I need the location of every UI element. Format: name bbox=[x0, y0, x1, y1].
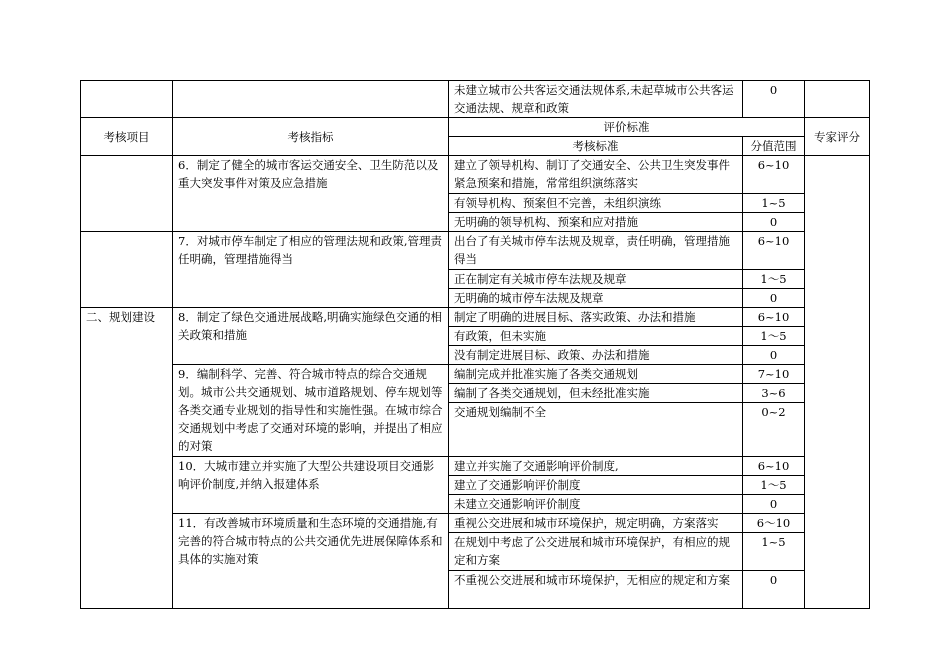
empty-cell bbox=[173, 81, 449, 118]
score-cell: 1～5 bbox=[743, 327, 805, 346]
indicator-cell: 9．编制科学、完善、符合城市特点的综合交通规划。城市公共交通规划、城市道路规划、停车规划等各类交通专业规划的指导性和实施性强。在城市综合交通规划中考虑了交通对环境的影响，并提出了相应的对策 bbox=[173, 365, 449, 457]
score-cell: 3~6 bbox=[743, 384, 805, 403]
criteria-cell: 无明确的领导机构、预案和应对措施 bbox=[449, 213, 743, 232]
criteria-cell: 出台了有关城市停车法规及规章，责任明确，管理措施得当 bbox=[449, 232, 743, 270]
score-cell: 1~5 bbox=[743, 533, 805, 571]
expert-score-cell bbox=[805, 156, 870, 609]
score-cell: 0 bbox=[743, 289, 805, 308]
criteria-cell: 未建立交通影响评价制度 bbox=[449, 495, 743, 514]
criteria-cell: 重视公交进展和城市环境保护，规定明确，方案落实 bbox=[449, 514, 743, 533]
score-cell: 0 bbox=[743, 571, 805, 609]
score-cell: 0 bbox=[743, 213, 805, 232]
score-cell: 0~2 bbox=[743, 403, 805, 457]
indicator-cell: 11．有改善城市环境质量和生态环境的交通措施,有完善的符合城市特点的公共交通优先进展保障体系和具体的实施对策 bbox=[173, 514, 449, 609]
empty-cell bbox=[81, 232, 173, 308]
criteria-cell: 制定了明确的进展目标、落实政策、办法和措施 bbox=[449, 308, 743, 327]
indicator-cell: 10．大城市建立并实施了大型公共建设项目交通影响评价制度,并纳入报建体系 bbox=[173, 457, 449, 514]
score-cell: 6~10 bbox=[743, 232, 805, 270]
empty-cell bbox=[805, 81, 870, 118]
score-cell: 1～5 bbox=[743, 270, 805, 289]
header-criteria-group: 评价标准 bbox=[449, 118, 805, 137]
score-cell: 0 bbox=[743, 81, 805, 118]
score-cell: 1~5 bbox=[743, 194, 805, 213]
criteria-cell: 建立并实施了交通影响评价制度, bbox=[449, 457, 743, 476]
indicator-cell: 8．制定了绿色交通进展战略,明确实施绿色交通的相关政策和措施 bbox=[173, 308, 449, 365]
evaluation-table bbox=[80, 80, 870, 609]
score-cell: 7~10 bbox=[743, 365, 805, 384]
score-cell: 6~10 bbox=[743, 156, 805, 194]
score-cell: 1～5 bbox=[743, 476, 805, 495]
criteria-cell: 不重视公交进展和城市环境保护，无相应的规定和方案 bbox=[449, 571, 743, 609]
header-expert: 专家评分 bbox=[805, 118, 870, 156]
criteria-cell: 编制了各类交通规划，但未经批准实施 bbox=[449, 384, 743, 403]
header-criteria: 考核标准 bbox=[449, 137, 743, 156]
indicator-cell: 6．制定了健全的城市客运交通安全、卫生防范以及重大突发事件对策及应急措施 bbox=[173, 156, 449, 232]
header-indicator: 考核指标 bbox=[173, 118, 449, 156]
score-cell: 6~10 bbox=[743, 457, 805, 476]
score-cell: 0 bbox=[743, 346, 805, 365]
empty-cell bbox=[81, 156, 173, 232]
category-cell: 二、规划建设 bbox=[81, 308, 173, 609]
header-project: 考核项目 bbox=[81, 118, 173, 156]
criteria-cell: 交通规划编制不全 bbox=[449, 403, 743, 457]
criteria-cell: 无明确的城市停车法规及规章 bbox=[449, 289, 743, 308]
empty-cell bbox=[81, 81, 173, 118]
score-cell: 6~10 bbox=[743, 308, 805, 327]
criteria-cell: 建立了交通影响评价制度 bbox=[449, 476, 743, 495]
criteria-cell: 建立了领导机构、制订了交通安全、公共卫生突发事件紧急预案和措施，常常组织演练落实 bbox=[449, 156, 743, 194]
header-score-range: 分值范围 bbox=[743, 137, 805, 156]
criteria-cell: 有政策，但未实施 bbox=[449, 327, 743, 346]
indicator-cell: 7．对城市停车制定了相应的管理法规和政策,管理责任明确，管理措施得当 bbox=[173, 232, 449, 308]
criteria-cell: 未建立城市公共客运交通法规体系,未起草城市公共客运交通法规、规章和政策 bbox=[449, 81, 743, 118]
criteria-cell: 没有制定进展目标、政策、办法和措施 bbox=[449, 346, 743, 365]
score-cell: 0 bbox=[743, 495, 805, 514]
criteria-cell: 有领导机构、预案但不完善，未组织演练 bbox=[449, 194, 743, 213]
criteria-cell: 在规划中考虑了公交进展和城市环境保护，有相应的规定和方案 bbox=[449, 533, 743, 571]
score-cell: 6～10 bbox=[743, 514, 805, 533]
criteria-cell: 正在制定有关城市停车法规及规章 bbox=[449, 270, 743, 289]
criteria-cell: 编制完成并批准实施了各类交通规划 bbox=[449, 365, 743, 384]
